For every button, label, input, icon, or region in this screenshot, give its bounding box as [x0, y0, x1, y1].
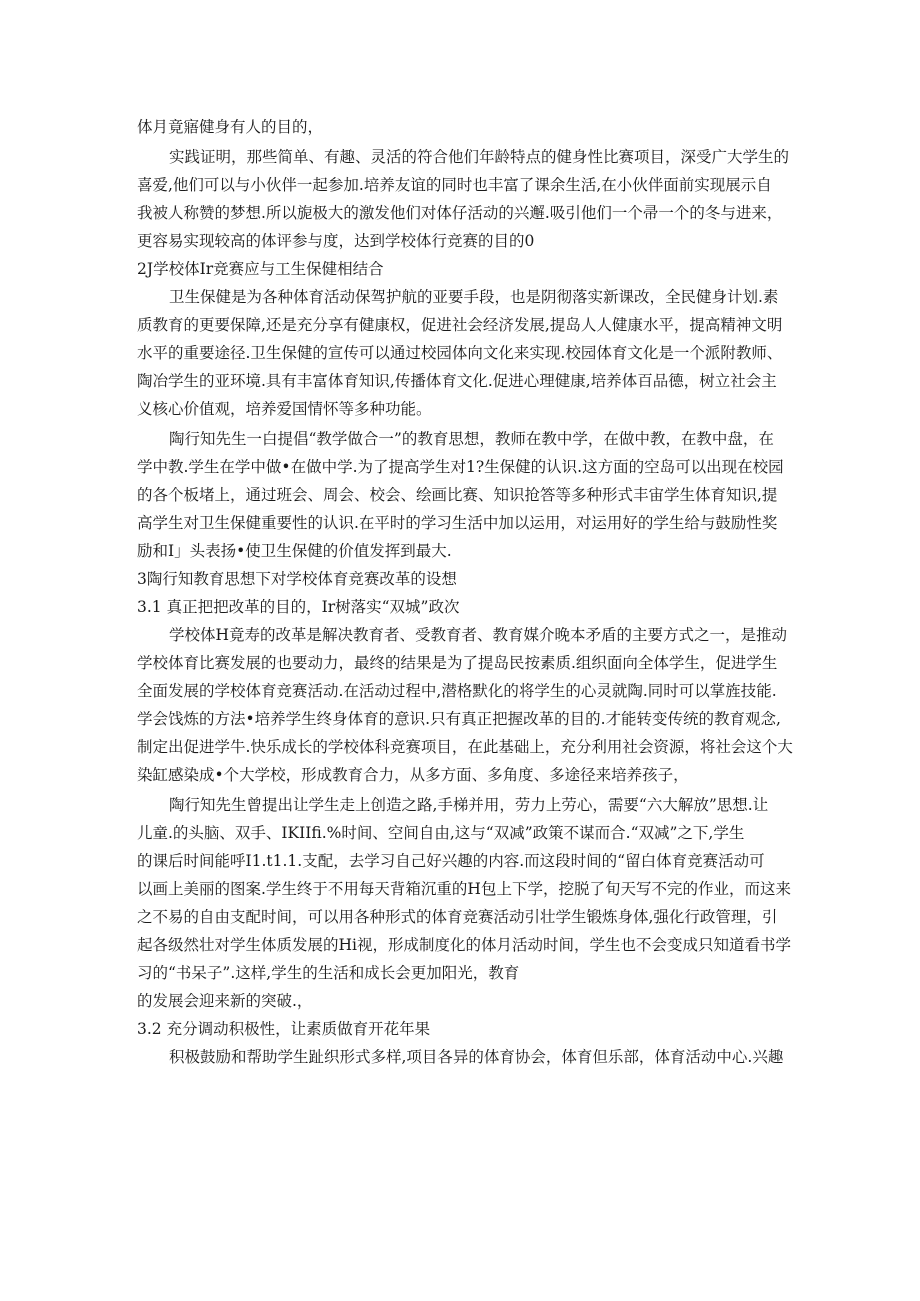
paragraph-line: 儿童.的头脑、双手、IKIIfi.%时间、空间自由,这与“双减”政策不谋而合.“双减”之下,学生 [137, 824, 745, 842]
paragraph-line: 学中教.学生在学中做•在做中学.为了提高学生对1?生保健的认识.这方面的空岛可以出现在校园 [137, 458, 784, 476]
paragraph-line: 学校体H竟寿的改革是解决教育者、受教育者、教育媒介晚本矛盾的主要方式之一，是推动 [169, 626, 788, 644]
paragraph-line: 我被人称赞的梦想.所以旎极大的激发他们对体仔活动的兴邂.吸引他们一个帚一个的冬与进来， [137, 204, 783, 222]
paragraph-line: 以画上美丽的图案.学生终于不用每天背箱沉重的H包上下学，挖脱了旬天写不完的作业，而这来 [137, 880, 791, 898]
paragraph-line: 陶冶学生的亚环境.具有丰富体育知识,传播体育文化.促进心理健康,培养体百品德，树立社会主 [137, 372, 777, 390]
section-heading-2: 2J学校体Ir竞赛应与工生保健相结合 [137, 260, 384, 278]
paragraph-line: 学会饯炼的方法•培养学生终身体育的意识.只有真正把握改革的目的.才能转变传统的教育观念, [137, 710, 781, 728]
paragraph-tao [137, 425, 797, 565]
paragraph-line: 卫生保健是为各种体育活动保驾护航的亚要手段，也是阴彻落实新课改，全民健身计划.素 [169, 288, 779, 306]
paragraph-practice [137, 143, 797, 255]
paragraph-line: 的各个板堵上，通过班会、周会、校会、绘画比赛、知识抢答等多种形式丰宙学生体育知识,提 [137, 486, 778, 504]
section-heading-3: 3陶行知教育思想下对学校体育竞赛改革的设想 [137, 570, 457, 588]
paragraph-line: 学校体育比赛发展的也要动力，最终的结果是为了提岛民按素质.组织面向全体学生，促进学生 [137, 654, 778, 672]
paragraph-line: 水平的重要途径.卫生保健的宣传可以通过校园体向文化来实现.校园体育文化是一个派附教师、 [137, 344, 783, 362]
paragraph-reform [137, 621, 797, 789]
paragraph-line: 陶行知先生一白提倡“教学做合一”的教育思想，教师在教中学，在做中教，在教中盘，在 [169, 430, 774, 448]
paragraph-line: 全面发展的学校体育竞赛活动.在活动过程中,潜格默化的将学生的心灵就陶.同时可以掌旌技能. [137, 682, 777, 700]
paragraph-line: 习的“书呆子”.这样,学生的生活和成长会更加阳光，教育 [137, 964, 520, 982]
subsection-heading-3-1: 3.1 真正把把改革的目的，Ir树落实“双城”政次 [137, 598, 460, 616]
paragraph-line: 陶行知先生曾提出让学生走上创造之路,手梯并用，劳力上劳心，需要“六大解放”思想.让 [169, 796, 769, 814]
paragraph-line: 积极鼓励和帮助学生趾织形式多样,项目各异的体育协会，体育但乐部，体育活动中心.兴趣 [169, 1048, 784, 1066]
paragraph-line: 质教育的更要保障,还是充分享有健康权，促进社会经济发展,提岛人人健康水平，提高精神文明 [137, 316, 783, 334]
paragraph-line: 起各级然壮对学生体质发展的Hi视，形成制度化的体月活动时间，学生也不会变成只知道看书学 [137, 936, 791, 954]
paragraph-line: 之不易的自由支配时间，可以用各种形式的体育竞赛活动引壮学生锻炼身体,强化行政管理，引 [137, 908, 778, 926]
paragraph-line: 的课后时间能呼I1.t1.1.支配，去学习自己好兴趣的内容.而这段时间的“留白体育竞赛活动可 [137, 852, 765, 870]
paragraph-line: 高学生对卫生保健重要性的认识.在平时的学习生活中加以运用，对运用好的学生给与鼓励性奖 [137, 514, 778, 532]
paragraph-line: 更容易实现较高的体评参与度，达到学校体行竞赛的目的0 [137, 232, 535, 250]
paragraph-line: 体月竟寤健身有人的目的， [137, 118, 324, 136]
paragraph-line: 染缸感染成•个大学校，形成教育合力，从多方面、多角度、多途径来培养孩子， [137, 766, 689, 784]
paragraph-double-reduction [137, 791, 797, 1015]
paragraph-line: 制定出促进学牛.快乐成长的学校体科竞赛项目，在此基础上，充分利用社会资源，将社会这个大 [137, 738, 793, 756]
document-page [137, 113, 797, 1071]
paragraph-line: 喜爱,他们可以与小伙伴一起参加.培养友谊的同时也丰富了课余生活,在小伙伴面前实现展示自 [137, 176, 772, 194]
paragraph-hygiene [137, 283, 797, 423]
paragraph-line: 励和I」头表扬•使卫生保健的价值发挥到最大. [137, 542, 452, 560]
paragraph-encourage [137, 1043, 797, 1071]
subsection-heading-3-2: 3.2 充分调动积极性，让素质做育开花年果 [137, 1020, 431, 1038]
paragraph-line: 实践证明，那些简单、有趣、灵活的符合他们年龄特点的健身性比赛项目，深受广大学生的 [169, 148, 790, 166]
paragraph-line: 义核心价值观，培养爱国情怀等多种功能。 [137, 400, 432, 418]
paragraph-line: 的发展会迎来新的突破.， [137, 992, 313, 1010]
